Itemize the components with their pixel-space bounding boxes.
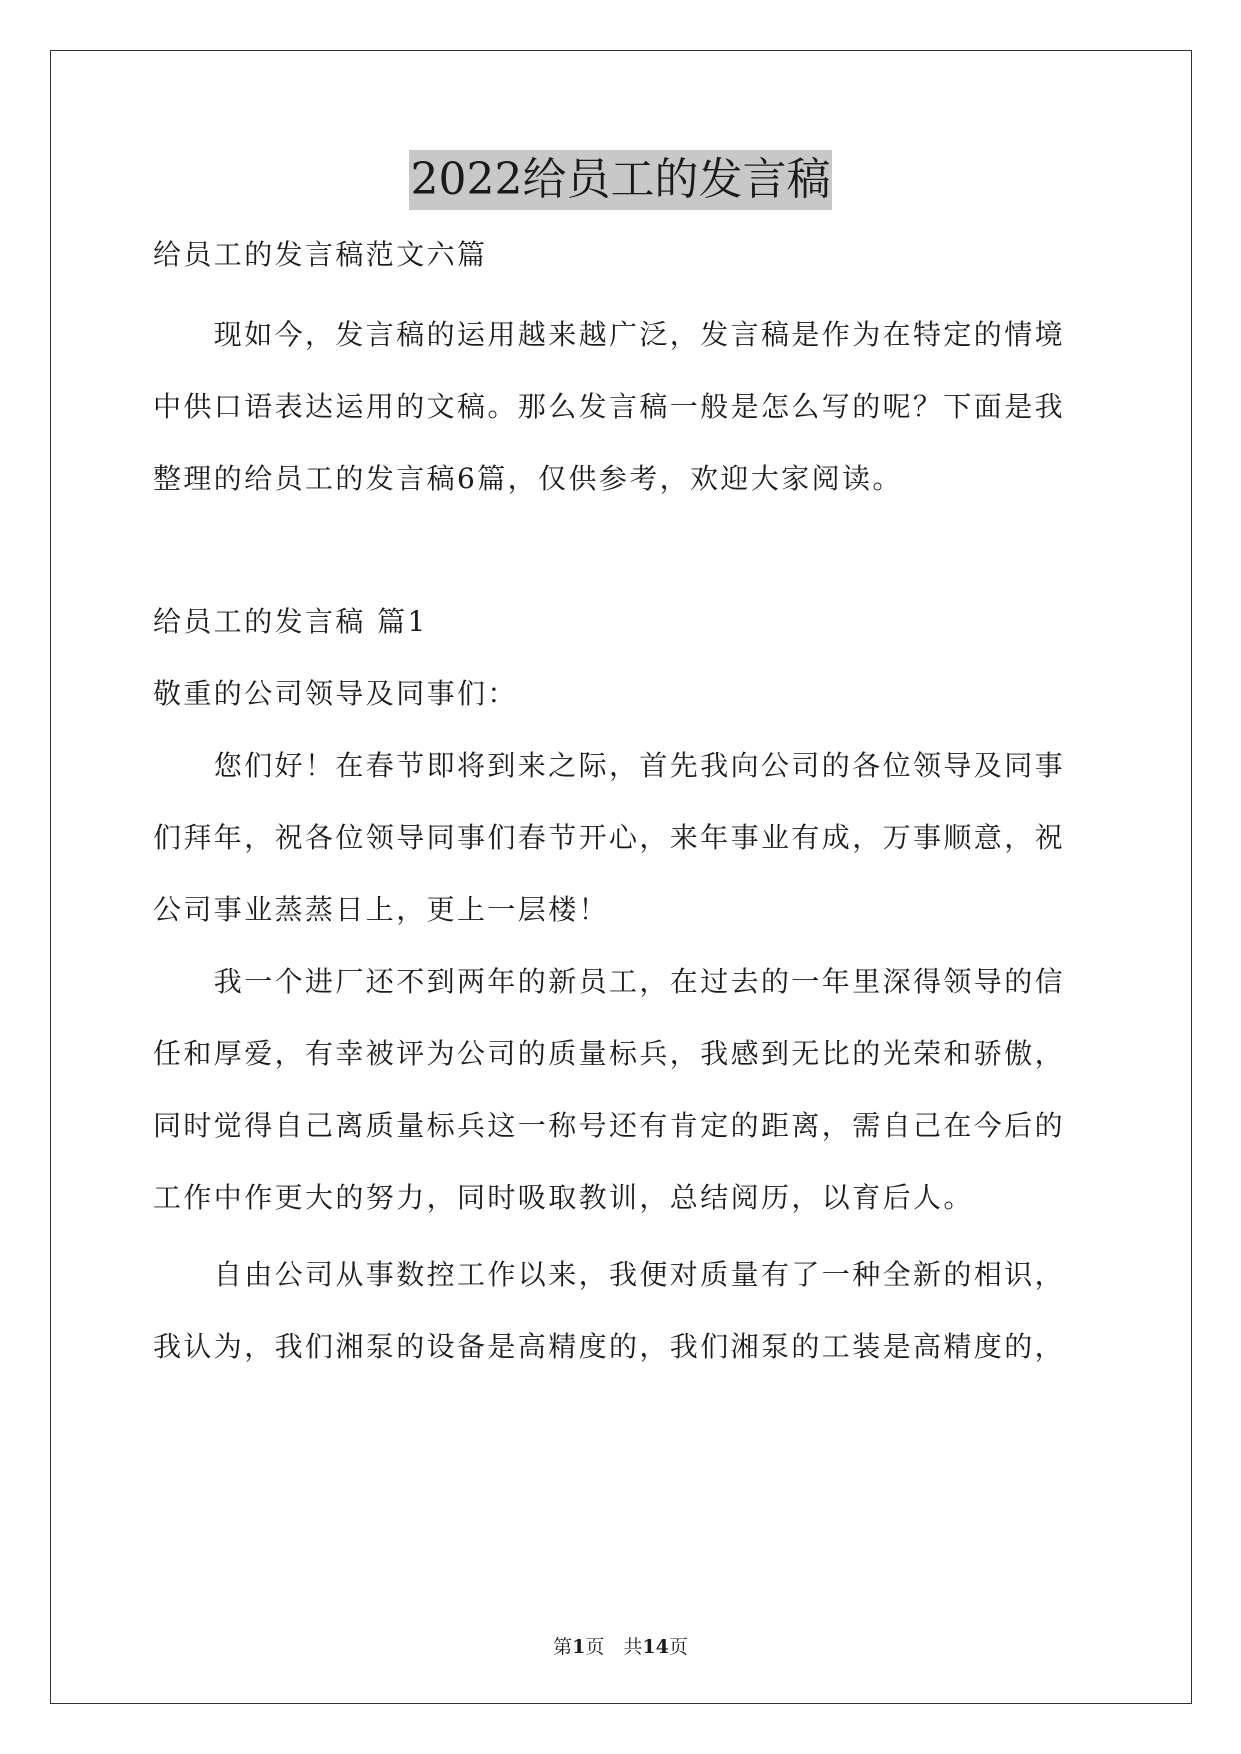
paragraph-line: 现如今，发言稿的运用越来越广泛，发言稿是作为在特定的情境 [153,318,1066,351]
paragraph-line: 同时觉得自己离质量标兵这一称号还有肯定的距离，需自己在今后的 [153,1109,1066,1142]
page-border [50,50,1192,1704]
footer-middle: 页 共 [585,1636,643,1658]
salutation-line: 敬重的公司领导及同事们： [153,677,518,710]
subtitle-line: 给员工的发言稿范文六篇 [153,238,488,271]
paragraph-line: 们拜年，祝各位领导同事们春节开心，来年事业有成，万事顺意，祝 [153,821,1066,854]
paragraph-line: 公司事业蒸蒸日上，更上一层楼！ [153,893,610,926]
paragraph-line: 中供口语表达运用的文稿。那么发言稿一般是怎么写的呢？下面是我 [153,390,1066,423]
footer-suffix: 页 [668,1636,688,1658]
paragraph-line: 您们好！在春节即将到来之际，首先我向公司的各位领导及同事 [153,749,1066,782]
paragraph-line: 整理的给员工的发言稿6篇，仅供参考，欢迎大家阅读。 [153,462,903,495]
page-footer [0,1634,1241,1660]
paragraph-line: 我一个进厂还不到两年的新员工，在过去的一年里深得领导的信 [153,965,1066,998]
document-title: 2022给员工的发言稿 [409,150,833,210]
footer-total-pages: 14 [642,1636,669,1658]
paragraph-line: 我认为，我们湘泵的设备是高精度的，我们湘泵的工装是高精度的， [153,1330,1066,1363]
paragraph-line: 自由公司从事数控工作以来，我便对质量有了一种全新的相识， [153,1258,1066,1291]
paragraph-line: 工作中作更大的努力，同时吸取教训，总结阅历，以育后人。 [153,1181,974,1214]
footer-prefix: 第 [553,1636,573,1658]
footer-page-number: 1 [572,1636,586,1658]
section-heading: 给员工的发言稿 篇1 [153,605,428,638]
paragraph-line: 任和厚爱，有幸被评为公司的质量标兵，我感到无比的光荣和骄傲， [153,1037,1066,1070]
title-container [0,150,1241,210]
